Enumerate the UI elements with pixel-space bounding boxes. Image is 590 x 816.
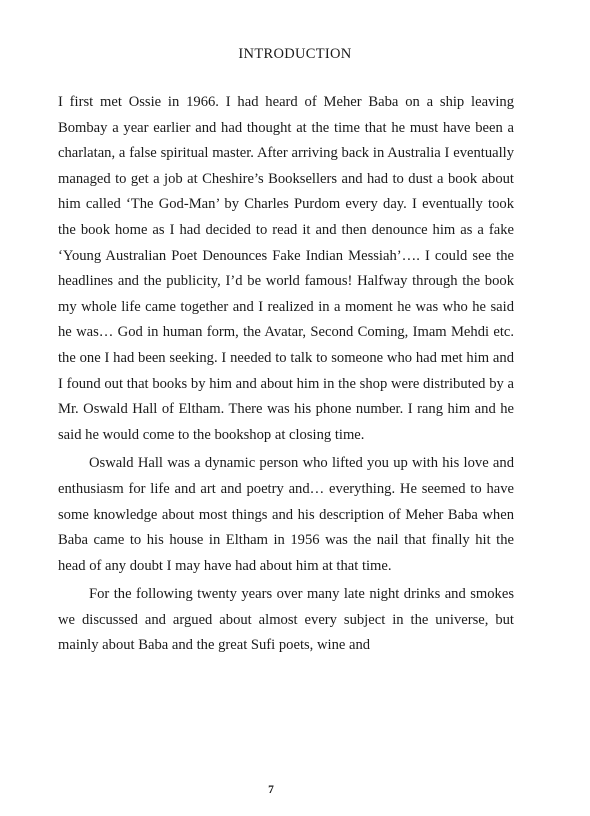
- chapter-title: INTRODUCTION: [238, 46, 352, 62]
- page-number: 7: [268, 784, 274, 796]
- paragraph-1: I first met Ossie in 1966. I had heard of Meher Baba on a ship leaving Bombay a year earlier and had thought at the time that he must have been a charlatan, a false spiritual master. After arriving back in Australia I eventually managed to get a job at Cheshire’s Booksellers and had to dust a book about him called ‘The God-Man’ by Charles Purdom every day. I eventually took the book home as I had decided to read it and then denounce him as a fake ‘Young Australian Poet Denounces Fake Indian Messiah’…. I could see the headlines and the publicity, I’d be world famous! Halfway through the book my whole life came together and I realized in a moment he was who he said he was… God in human form, the Avatar, Second Coming, Imam Mehdi etc. the one I had been seeking. I needed to talk to someone who had met him and I found out that books by him and about him in the shop were distributed by a Mr. Oswald Hall of Eltham. There was his phone number. I rang him and he said he would come to the bookshop at closing time.: [58, 94, 514, 443]
- body-text: [58, 90, 514, 662]
- paragraph-3: For the following twenty years over many late night drinks and smokes we discussed and argued about almost every subject in the universe, but mainly about Baba and the great Sufi poets, wine and: [58, 586, 514, 654]
- paragraph-2: Oswald Hall was a dynamic person who lifted you up with his love and enthusiasm for life and art and poetry and… everything. He seemed to have some knowledge about most things and his description of Meher Baba when Baba came to his house in Eltham in 1956 was the nail that finally hit the head of any doubt I may have had about him at that time.: [58, 455, 514, 574]
